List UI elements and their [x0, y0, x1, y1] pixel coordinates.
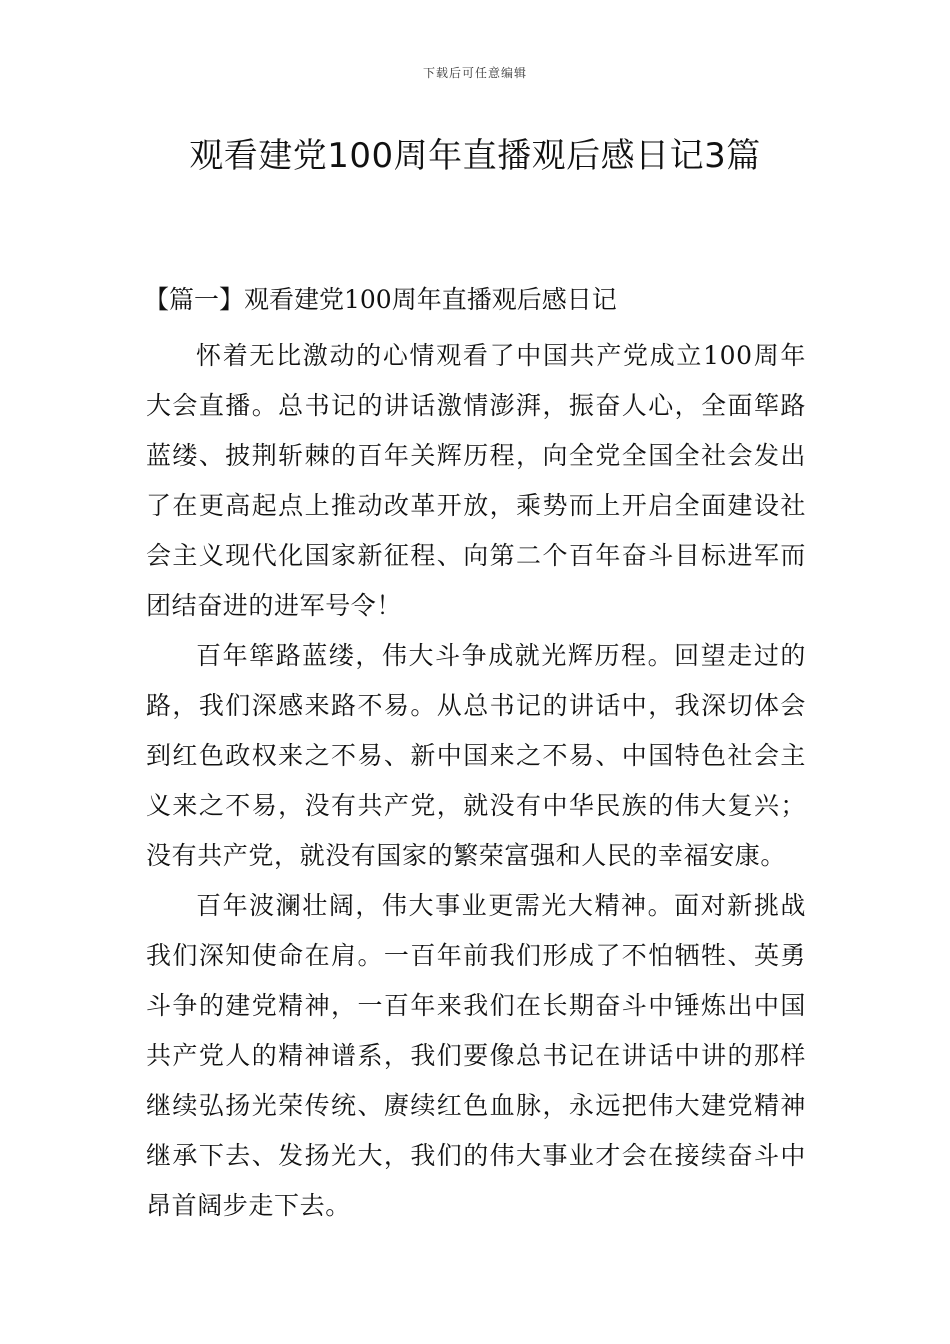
- page-title: 观看建党100周年直播观后感日记3篇: [189, 136, 761, 176]
- paragraph-3: 百年波澜壮阔，伟大事业更需光大精神。面对新挑战我们深知使命在肩。一百年前我们形成了不怕牺牲、英勇斗争的建党精神，一百年来我们在长期奋斗中锤炼出中国共产党人的精神谱系，我们要像总书记在讲话中讲的那样继续弘扬光荣传统、赓续红色血脉，永远把伟大建党精神继承下去、发扬光大，我们的伟大事业才会在接续奋斗中昂首阔步走下去。: [146, 891, 806, 1220]
- header-note: 下载后可任意编辑: [422, 66, 527, 80]
- paragraph-2: 百年筚路蓝缕，伟大斗争成就光辉历程。回望走过的路，我们深感来路不易。从总书记的讲话中，我深切体会到红色政权来之不易、新中国来之不易、中国特色社会主义来之不易，没有共产党，就没有中华民族的伟大复兴；没有共产党，就没有国家的繁荣富强和人民的幸福安康。: [146, 641, 806, 870]
- document-body: [146, 280, 806, 1231]
- paragraph-1: 怀着无比激动的心情观看了中国共产党成立100周年大会直播。总书记的讲话激情澎湃，振奋人心，全面筚路蓝缕、披荆斩棘的百年关辉历程，向全党全国全社会发出了在更高起点上推动改革开放，乘势而上开启全面建设社会主义现代化国家新征程、向第二个百年奋斗目标进军而团结奋进的进军号令！: [146, 341, 806, 620]
- section-heading: 【篇一】观看建党100周年直播观后感日记: [144, 285, 617, 314]
